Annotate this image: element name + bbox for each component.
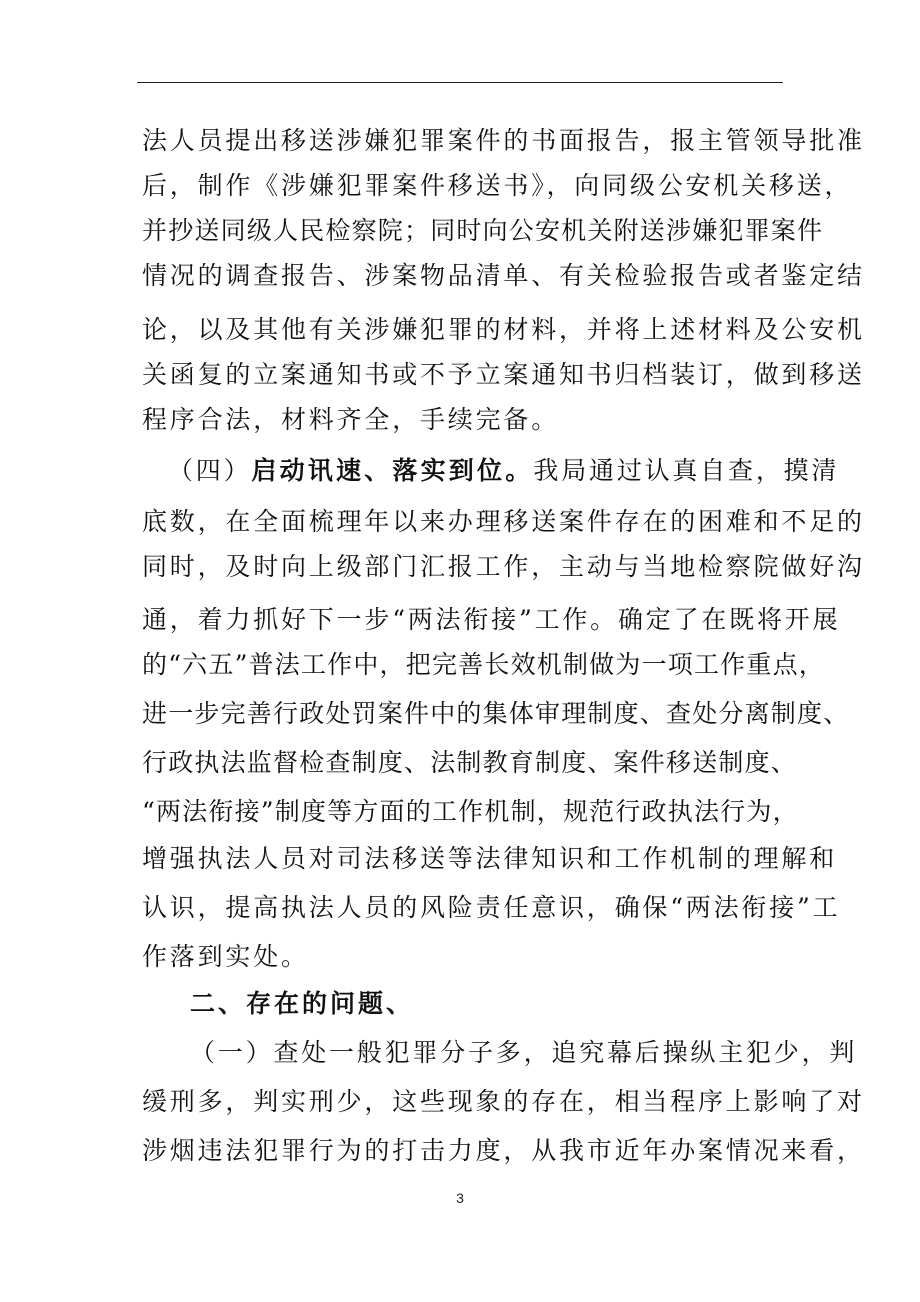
paragraph-number: （四） — [168, 456, 252, 485]
text-line: （一）查处一般犯罪分子多，追究幕后操纵主犯少，判 — [190, 1038, 858, 1067]
text-line: “两法衔接”制度等方面的工作机制，规范行政执法行为， — [142, 797, 799, 826]
text-line: 认识，提高执法人员的风险责任意识，确保“两法衔接”工 — [142, 893, 841, 922]
text-line: 缓刑多，判实刑少，这些现象的存在，相当程序上影响了对 — [142, 1087, 865, 1116]
text-line: 后，制作《涉嫌犯罪案件移送书》，向同级公安机关移送， — [142, 171, 853, 200]
paragraph-text: 我局通过认真自查，摸清 — [533, 456, 840, 485]
paragraph-four-first-line — [168, 454, 839, 488]
text-line: 关函复的立案通知书或不予立案通知书归档装订，做到移送 — [142, 360, 865, 389]
text-line: 通，着力抓好下一步“两法衔接”工作。确定了在既将开展 — [142, 605, 841, 634]
text-line: 法人员提出移送涉嫌犯罪案件的书面报告，报主管领导批准 — [142, 126, 865, 155]
text-line: 同时，及时向上级部门汇报工作，主动与当地检察院做好沟 — [142, 552, 865, 581]
text-line: 行政执法监督检查制度、法制教育制度、案件移送制度、 — [142, 748, 798, 777]
text-line: 涉烟违法犯罪行为的打击力度，从我市近年办案情况来看， — [142, 1136, 865, 1165]
text-line: 的“六五”普法工作中，把完善长效机制做为一项工作重点， — [142, 650, 825, 679]
text-line: 程序合法，材料齐全，手续完备。 — [142, 405, 560, 434]
section-heading: 二、存在的问题、 — [190, 989, 415, 1018]
text-line: 论，以及其他有关涉嫌犯罪的材料，并将上述材料及公安机 — [142, 315, 865, 344]
paragraph-bold-heading: 启动讯速、落实到位。 — [251, 456, 534, 485]
page-number: 3 — [456, 1190, 464, 1206]
text-line: 增强执法人员对司法移送等法律知识和工作机制的理解和 — [142, 844, 838, 873]
text-line: 作落到实处。 — [142, 942, 309, 971]
header-rule — [137, 82, 783, 83]
text-line: 进一步完善行政处罚案件中的集体审理制度、查处分离制度、 — [142, 699, 850, 728]
text-line: 情况的调查报告、涉案物品清单、有关检验报告或者鉴定结 — [142, 261, 865, 290]
text-line: 底数，在全面梳理年以来办理移送案件存在的困难和不足的 — [142, 507, 865, 536]
text-line: 并抄送同级人民检察院；同时向公安机关附送涉嫌犯罪案件 — [142, 216, 824, 245]
